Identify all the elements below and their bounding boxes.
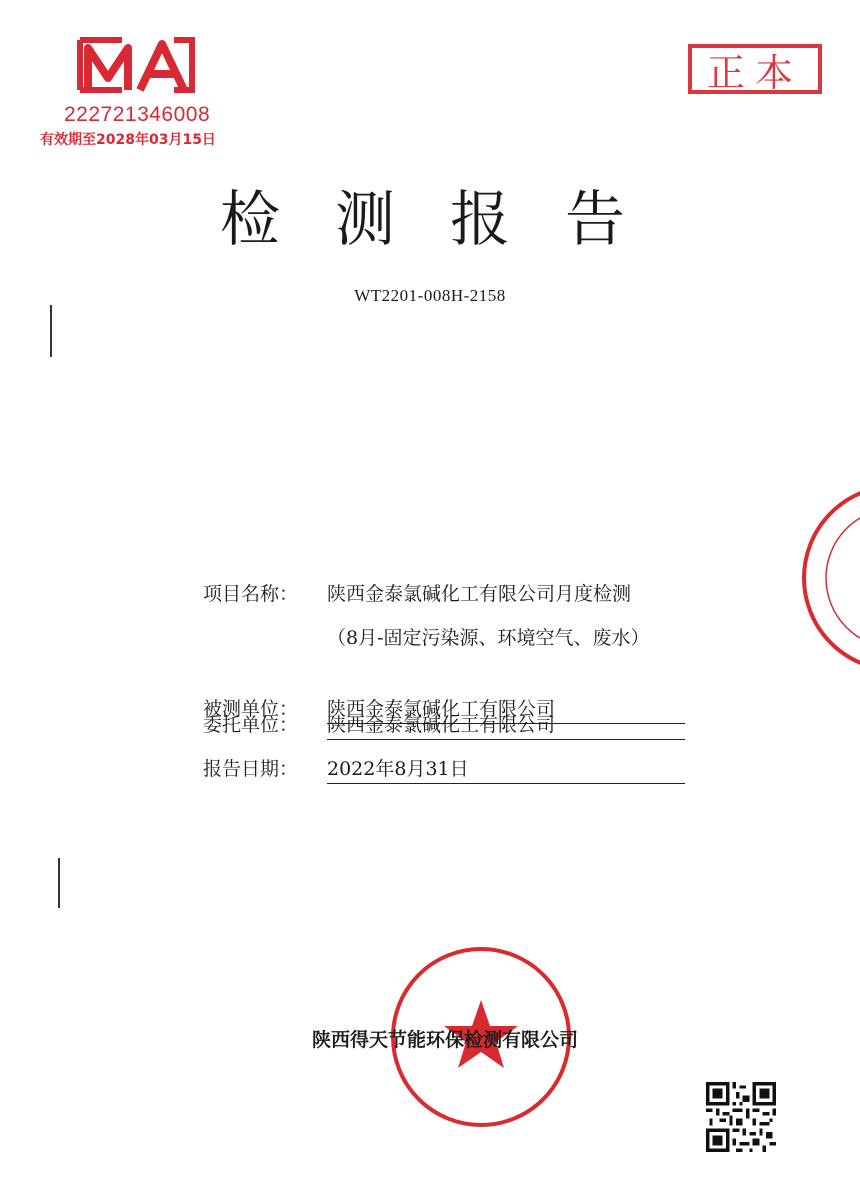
issuer-company-name: 陕西得天节能环保检测有限公司	[311, 1029, 578, 1051]
original-copy-stamp: 正本	[688, 44, 822, 94]
margin-mark	[58, 858, 60, 908]
client-unit-row	[203, 710, 685, 740]
project-name-value-line2: （8月-固定污染源、环境空气、废水）	[327, 627, 650, 649]
margin-mark	[50, 305, 52, 357]
client-unit-label: 委托单位：	[203, 714, 299, 736]
cma-validity-date: 有效期至2028年03月15日	[40, 132, 216, 148]
side-seal-icon	[796, 478, 860, 678]
project-name-label: 项目名称：	[203, 583, 299, 605]
report-number: WT2201-008H-2158	[354, 286, 506, 305]
tested-unit-label: 被测单位：	[203, 698, 299, 720]
qr-code-icon	[706, 1082, 776, 1152]
project-name-value: 陕西金泰氯碱化工有限公司月度检测	[327, 583, 632, 605]
report-date-label: 报告日期：	[203, 758, 299, 780]
report-date-row	[203, 754, 685, 784]
project-name-row	[203, 579, 631, 606]
tested-unit-value: 陕西金泰氯碱化工有限公司	[327, 694, 685, 724]
client-unit-value: 陕西金泰氯碱化工有限公司	[327, 710, 685, 740]
cma-registration-number: 222721346008	[64, 103, 211, 126]
report-title: 检测报告	[220, 185, 680, 255]
report-date-value: 2022年8月31日	[327, 754, 685, 784]
cma-logo-icon	[62, 30, 212, 102]
